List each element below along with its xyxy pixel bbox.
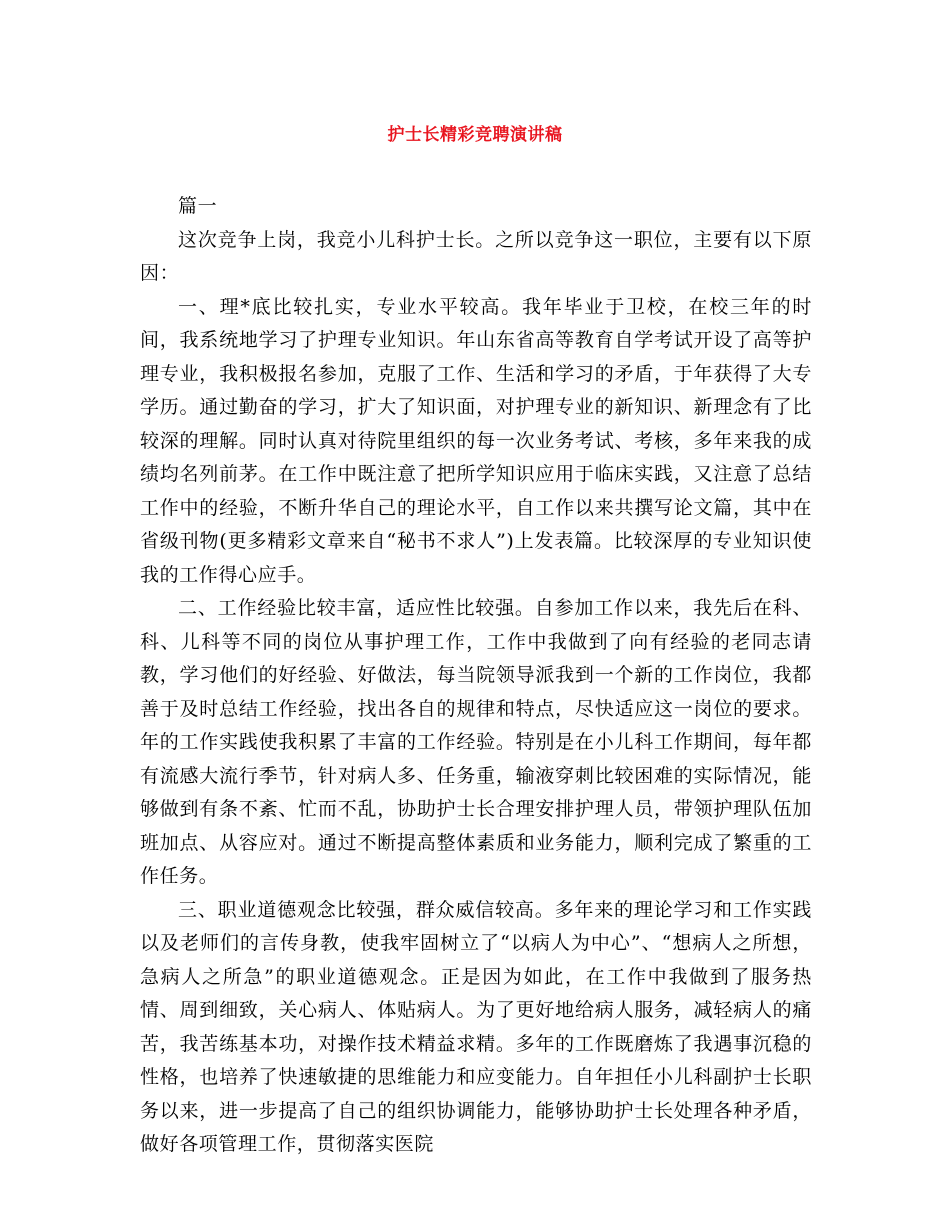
paragraph-point-one: 一、理*底比较扎实，专业水平较高。我年毕业于卫校，在校三年的时间，我系统地学习了护理专业知识。年山东省高等教育自学考试开设了高等护理专业，我积极报名参加，克服了工作、生活和学习的矛盾，于年获得了大专学历。通过勤奋的学习，扩大了知识面，对护理专业的新知识、新理念有了比较深的理解。同时认真对待院里组织的每一次业务考试、考核，多年来我的成绩均名列前茅。在工作中既注意了把所学知识应用于临床实践，又注意了总结工作中的经验，不断升华自己的理论水平，自工作以来共撰写论文篇，其中在省级刊物(更多精彩文章来自“秘书不求人”)上发表篇。比较深厚的专业知识使我的工作得心应手。 — [140, 295, 812, 586]
section-label: 篇一 — [178, 195, 218, 217]
paragraph-intro: 这次竞争上岗，我竞小儿科护士长。之所以竞争这一职位，主要有以下原因： — [140, 228, 812, 284]
paragraph-point-three: 三、职业道德观念比较强，群众威信较高。多年来的理论学习和工作实践以及老师们的言传身教，使我牢固树立了“以病人为中心”、“想病人之所想，急病人之所急”的职业道德观念。正是因为如此，在工作中我做到了服务热情、周到细致，关心病人、体贴病人。为了更好地给病人服务，减轻病人的痛苦，我苦练基本功，对操作技术精益求精。多年的工作既磨炼了我遇事沉稳的性格，也培养了快速敏捷的思维能力和应变能力。自年担任小儿科副护士长职务以来，进一步提高了自己的组织协调能力，能够协助护士长处理各种矛盾，做好各项管理工作，贯彻落实医院 — [140, 898, 812, 1155]
paragraph-point-two: 二、工作经验比较丰富，适应性比较强。自参加工作以来，我先后在科、科、儿科等不同的岗位从事护理工作，工作中我做到了向有经验的老同志请教，学习他们的好经验、好做法，每当院领导派我到一个新的工作岗位，我都善于及时总结工作经验，找出各自的规律和特点，尽快适应这一岗位的要求。年的工作实践使我积累了丰富的工作经验。特别是在小儿科工作期间，每年都有流感大流行季节，针对病人多、任务重，输液穿刺比较困难的实际情况，能够做到有条不紊、忙而不乱，协助护士长合理安排护理人员，带领护理队伍加班加点、从容应对。通过不断提高整体素质和业务能力，顺利完成了繁重的工作任务。 — [140, 597, 812, 887]
document-title: 护士长精彩竞聘演讲稿 — [387, 125, 563, 145]
document-body — [140, 190, 812, 1162]
